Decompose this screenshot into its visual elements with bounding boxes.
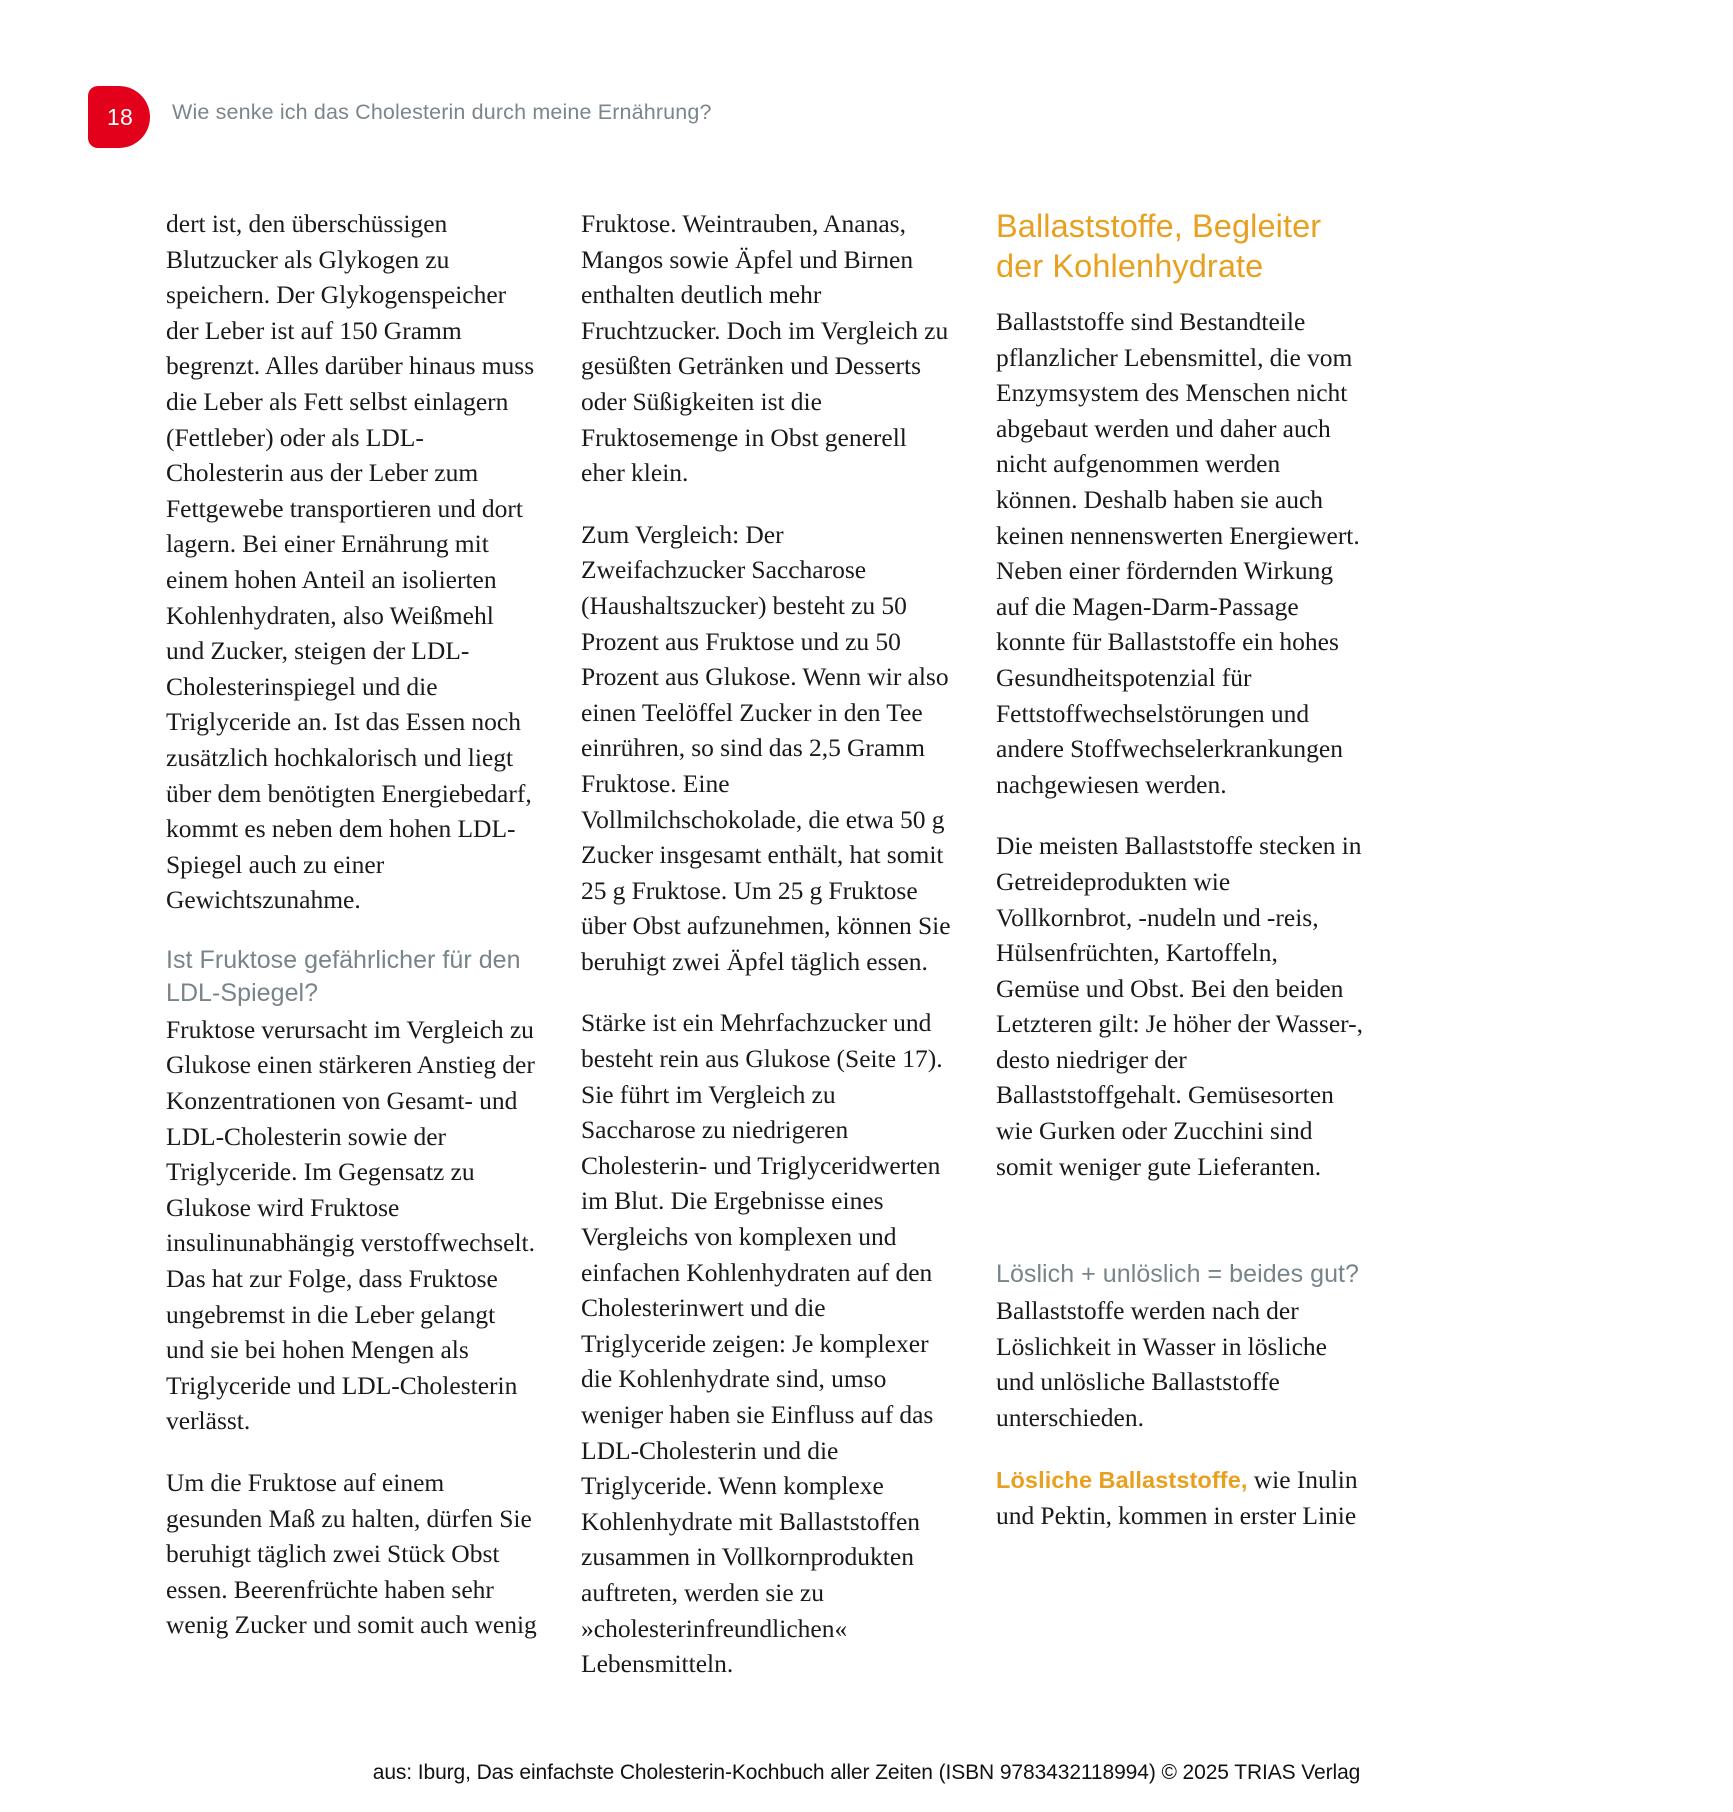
- section-heading-ballaststoffe: Ballaststoffe, Begleiter der Kohlenhydrate: [996, 208, 1322, 284]
- subheading-loeslich: Löslich + unlöslich = beides gut?: [996, 1260, 1360, 1289]
- page-number-badge: [88, 86, 150, 148]
- paragraph: Zum Vergleich: Der Zweifachzucker Saccharose (Haushaltszucker) besteht zu 50 Prozent aus Fruktose und zu 50 Prozent aus Glukose. Wenn wir also einen Teelöffel Zucker in den Tee einrühren, so sind das 2,5 Gramm Fruktose. Eine Vollmilchschokolade, die etwa 50 g Zucker insgesamt enthält, hat somit 25 g Fruktose. Um 25 g Fruktose über Obst aufzunehmen, können Sie beruhigt zwei Äpfel täglich essen.: [581, 519, 951, 976]
- paragraph: Fruktose verursacht im Vergleich zu Glukose einen stärkeren Anstieg der Konzentrationen von Gesamt- und LDL-Cholesterin sowie der Triglyceride. Im Gegensatz zu Glukose wird Fruktose insulinunabhängig verstoffwechselt. Das hat zur Folge, dass Fruktose ungebremst in die Leber gelangt und sie bei hohen Mengen als Triglyceride und LDL-Cholesterin verlässt.: [166, 1014, 536, 1436]
- paragraph: Ballaststoffe werden nach der Löslichkeit in Wasser in lösliche und unlösliche Ballaststoffe unterschieden.: [996, 1296, 1327, 1433]
- source-credit: aus: Iburg, Das einfachste Cholesterin-Kochbuch aller Zeiten (ISBN 9783432118994) © 2025 TRIAS Verlag: [372, 1761, 1361, 1784]
- column-three: [996, 206, 1367, 1682]
- text-columns: [166, 206, 1566, 1682]
- spacer: [996, 1210, 1367, 1236]
- paragraph-lead-in: [996, 1462, 1367, 1534]
- lead-in-continuation: wie Inulin und Pektin, kommen in erster Linie: [996, 1464, 1358, 1531]
- column-two: [581, 206, 952, 1682]
- lead-in-run: Lösliche Ballaststoffe,: [996, 1466, 1248, 1493]
- paragraph: Stärke ist ein Mehrfachzucker und besteht rein aus Glukose (Seite 17). Sie führt im Vergleich zu Saccharose zu niedrigeren Cholesterin- und Triglyceridwerten im Blut. Die Ergebnisse eines Vergleichs von komplexen und einfachen Kohlenhydraten auf den Cholesterinwert und die Triglyceride zeigen: Je komplexer die Kohlenhydrate sind, umso weniger haben sie Einfluss auf das LDL-Cholesterin und die Triglyceride. Wenn komplexe Kohlenhydrate mit Ballaststoffen zusammen in Vollkornprodukten auftreten, werden sie zu »cholesterinfreundlichen« Lebensmitteln.: [581, 1008, 943, 1679]
- paragraph: Ballaststoffe sind Bestandteile pflanzlicher Lebensmittel, die vom Enzymsystem des Menschen nicht abgebaut werden und daher auch nicht aufgenommen werden können. Deshalb haben sie auch keinen nennenswerten Energiewert. Neben einer fördernden Wirkung auf die Magen-Darm-Passage konnte für Ballaststoffe ein hohes Gesundheitspotenzial für Fettstoffwechselstörungen und andere Stoffwechselerkrankungen nachgewiesen werden.: [996, 307, 1360, 799]
- paragraph: Die meisten Ballaststoffe stecken in Getreideprodukten wie Vollkornbrot, -nudeln und -reis, Hülsenfrüchten, Kartoffeln, Gemüse und Obst. Bei den beiden Letzteren gilt: Je höher der Wasser-, desto niedriger der Ballaststoffgehalt. Gemüsesorten wie Gurken oder Zucchini sind somit weniger gute Lieferanten.: [996, 831, 1363, 1181]
- running-header: [0, 86, 1733, 148]
- subheading-fruktose: Ist Fruktose gefährlicher für den LDL-Spiegel?: [166, 945, 521, 1007]
- paragraph: dert ist, den überschüssigen Blutzucker als Glykogen zu speichern. Der Glykogenspeicher der Leber ist auf 150 Gramm begrenzt. Alles darüber hinaus muss die Leber als Fett selbst einlagern (Fettleber) oder als LDL-Cholesterin aus der Leber zum Fettgewebe transportieren und dort lagern. Bei einer Ernährung mit einem hohen Anteil an isolierten Kohlenhydraten, also Weißmehl und Zucker, steigen der LDL-Cholesterinspiegel und die Triglyceride an. Ist das Essen noch zusätzlich hochkalorisch und liegt über dem benötigten Energiebedarf, kommt es neben dem hohen LDL-Spiegel auch zu einer Gewichtszunahme.: [166, 209, 535, 915]
- chapter-title: Wie senke ich das Cholesterin durch meine Ernährung?: [172, 100, 712, 124]
- paragraph: Fruktose. Weintrauben, Ananas, Mangos sowie Äpfel und Birnen enthalten deutlich mehr Fruchtzucker. Doch im Vergleich zu gesüßten Getränken und Desserts oder Süßigkeiten ist die Fruktosemenge in Obst generell eher klein.: [581, 209, 949, 488]
- paragraph: Um die Fruktose auf einem gesunden Maß zu halten, dürfen Sie beruhigt täglich zwei Stück Obst essen. Beerenfrüchte haben sehr wenig Zucker und somit auch wenig: [166, 1468, 537, 1640]
- page-number: 18: [107, 103, 133, 130]
- column-one: [166, 206, 537, 1682]
